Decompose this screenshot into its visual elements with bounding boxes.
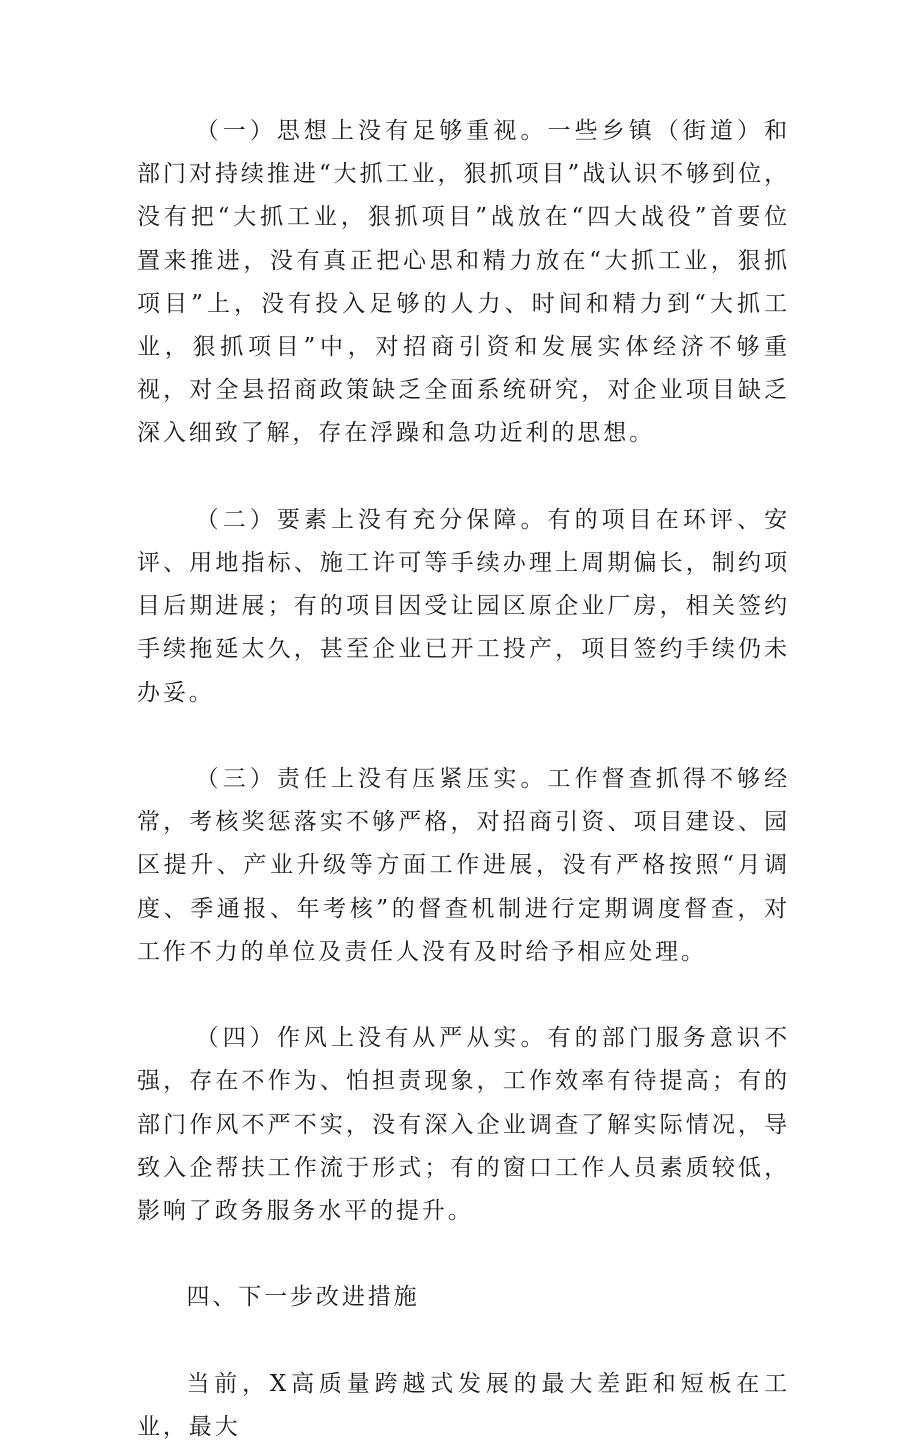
- paragraph-responsibility: （三）责任上没有压紧压实。工作督查抓得不够经常，考核奖惩落实不够严格，对招商引资、项目建设、园区提升、产业升级等方面工作进展，没有严格按照“月调度、季通报、年考核”的督查机制进行定期调度督查，对工作不力的单位及责任人没有及时给予相应处理。: [137, 766, 790, 965]
- paragraph-ideology: （一）思想上没有足够重视。一些乡镇（街道）和部门对持续推进“大抓工业，狠抓项目”战认识不够到位，没有把“大抓工业，狠抓项目”战放在“四大战役”首要位置来推进，没有真正把心思和精力放在“大抓工业，狠抓项目”上，没有投入足够的人力、时间和精力到“大抓工业，狠抓项目”中，对招商引资和发展实体经济不够重视，对全县招商政策缺乏全面系统研究，对企业项目缺乏深入细致了解，存在浮躁和急功近利的思想。: [137, 118, 790, 447]
- section-heading: 四、下一步改进措施: [186, 1284, 420, 1311]
- document-body: [137, 110, 790, 1449]
- paragraph-work-style: （四）作风上没有从严从实。有的部门服务意识不强，存在不作为、怕担责现象，工作效率有待提高；有的部门作风不严不实，没有深入企业调查了解实际情况，导致入企帮扶工作流于形式；有的窗口工作人员素质较低，影响了政务服务水平的提升。: [137, 1025, 790, 1225]
- paragraph-resources: （二）要素上没有充分保障。有的项目在环评、安评、用地指标、施工许可等手续办理上周期偏长，制约项目后期进展；有的项目因受让园区原企业厂房，相关签约手续拖延太久，甚至企业已开工投产，项目签约手续仍未办妥。: [137, 506, 790, 706]
- paragraph-closing: 当前，X高质量跨越式发展的最大差距和短板在工业，最大: [137, 1370, 790, 1441]
